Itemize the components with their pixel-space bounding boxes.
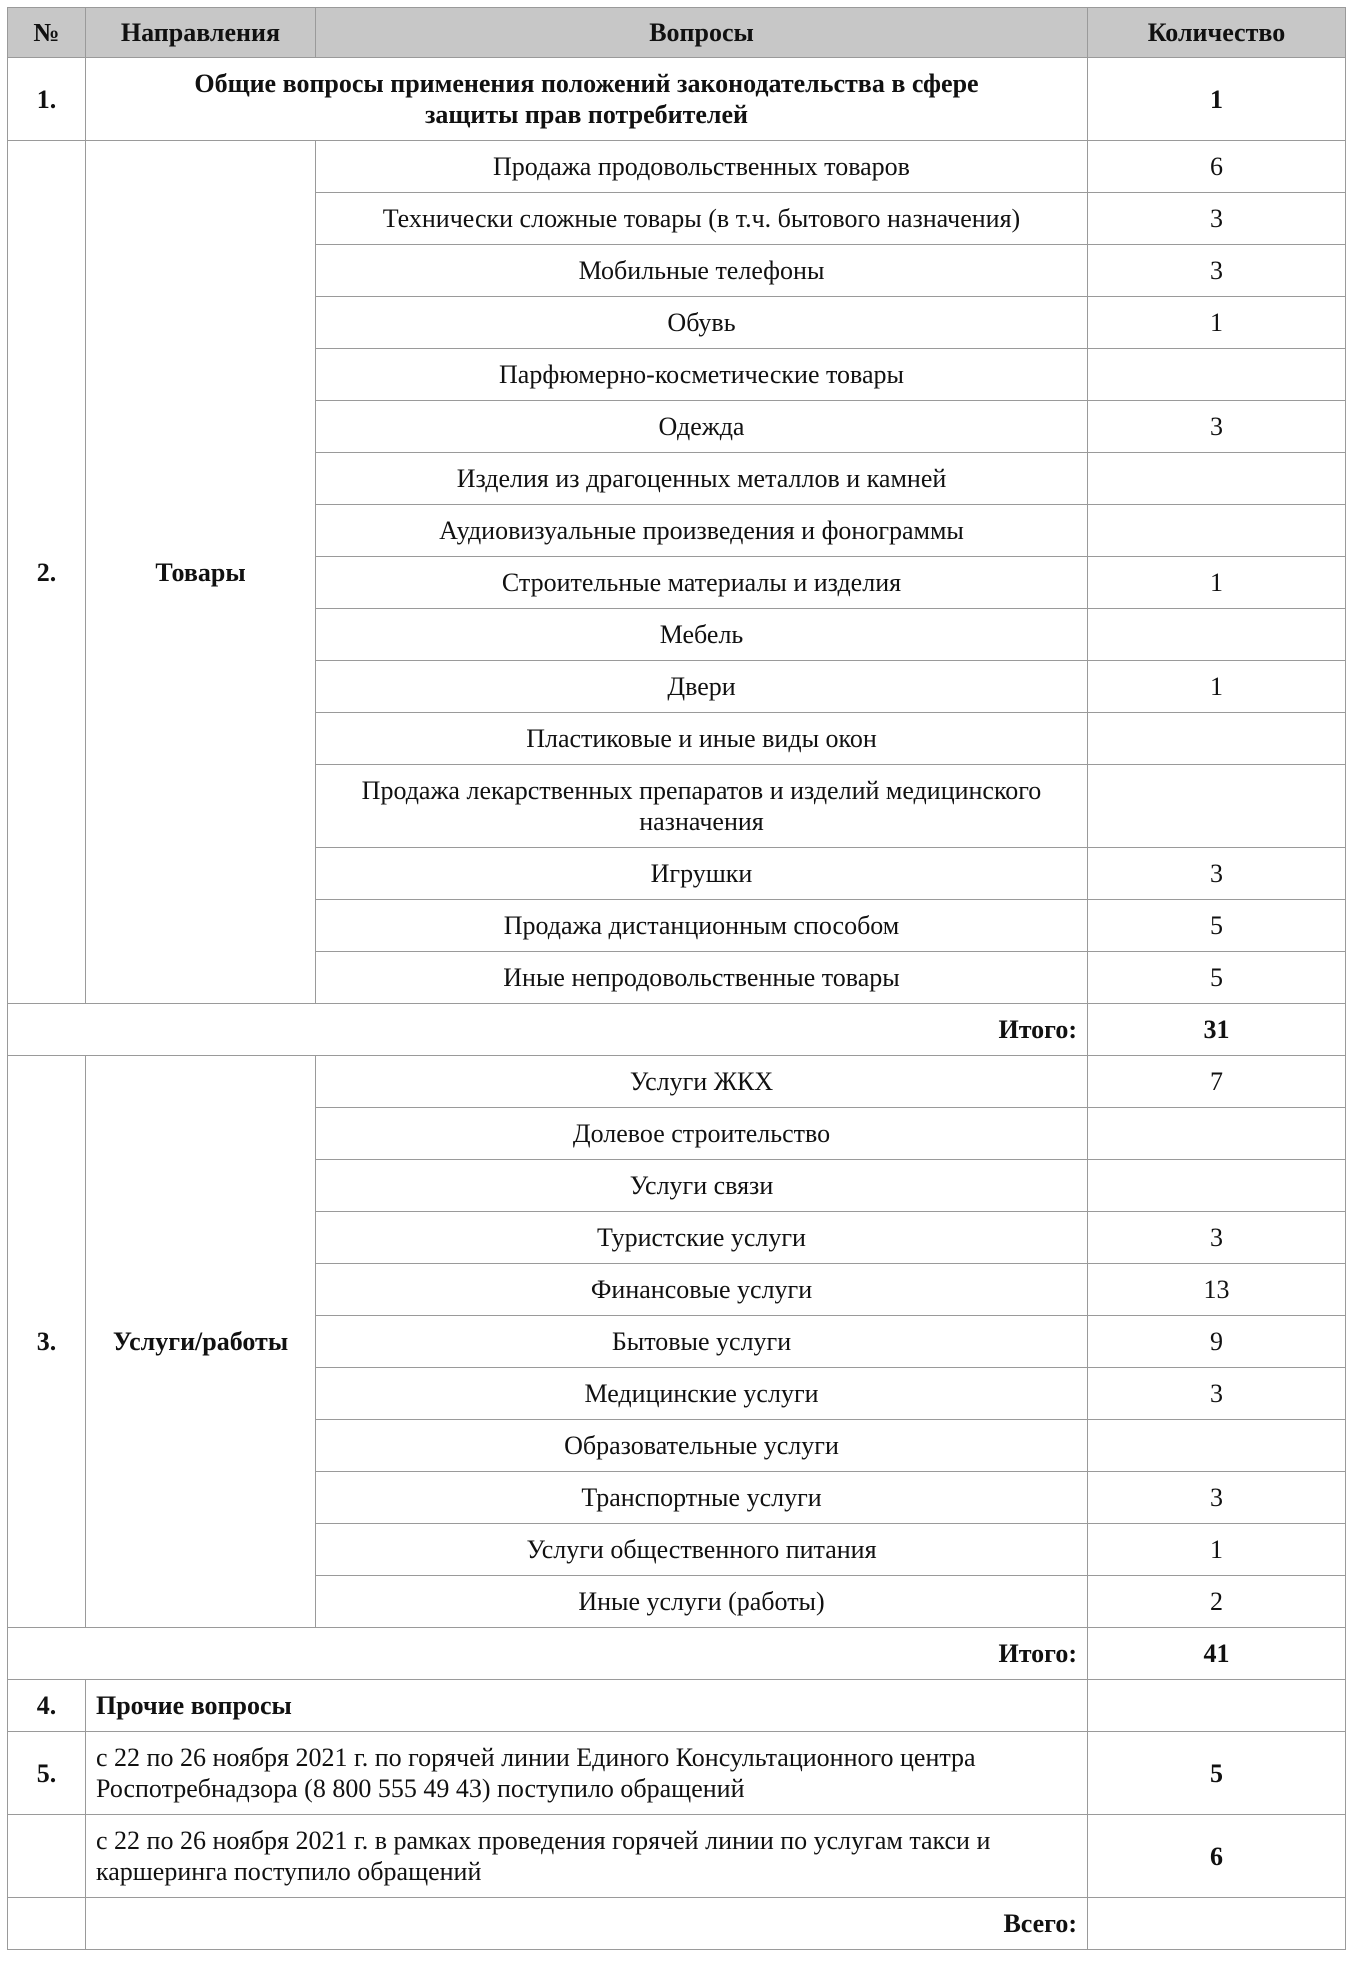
count-cell: 1 (1088, 1524, 1346, 1576)
question-cell: Иные услуги (работы) (316, 1576, 1088, 1628)
header-direction: Направления (86, 8, 316, 58)
question-cell: Двери (316, 661, 1088, 713)
section-2-total-value: 31 (1088, 1004, 1346, 1056)
section-4-title: Прочие вопросы (86, 1680, 1088, 1732)
grand-total-label: Всего: (86, 1898, 1088, 1950)
question-cell: Парфюмерно-косметические товары (316, 349, 1088, 401)
question-cell: Услуги ЖКХ (316, 1056, 1088, 1108)
count-cell: 2 (1088, 1576, 1346, 1628)
section3-num: 3. (8, 1056, 86, 1628)
question-cell: Долевое строительство (316, 1108, 1088, 1160)
question-cell: Услуги связи (316, 1160, 1088, 1212)
count-cell: 3 (1088, 1368, 1346, 1420)
table-header-row (8, 8, 1346, 58)
question-cell: Игрушки (316, 848, 1088, 900)
question-cell: Продажа продовольственных товаров (316, 141, 1088, 193)
grand-total-empty-cell (8, 1898, 86, 1950)
question-cell: Продажа дистанционным способом (316, 900, 1088, 952)
table-row (8, 141, 1346, 193)
section-1-count: 1 (1088, 58, 1346, 141)
question-cell: Технически сложные товары (в т.ч. бытового назначения) (316, 193, 1088, 245)
question-cell: Изделия из драгоценных металлов и камней (316, 453, 1088, 505)
question-cell: Финансовые услуги (316, 1264, 1088, 1316)
question-cell: Обувь (316, 297, 1088, 349)
count-cell (1088, 349, 1346, 401)
section-6-row (8, 1815, 1346, 1898)
count-cell (1088, 713, 1346, 765)
section-4-count (1088, 1680, 1346, 1732)
section-5-row (8, 1732, 1346, 1815)
header-questions: Вопросы (316, 8, 1088, 58)
question-cell: Одежда (316, 401, 1088, 453)
count-cell: 3 (1088, 401, 1346, 453)
question-cell: Услуги общественного питания (316, 1524, 1088, 1576)
count-cell: 7 (1088, 1056, 1346, 1108)
count-cell: 1 (1088, 557, 1346, 609)
section-3-total-value: 41 (1088, 1628, 1346, 1680)
question-cell: Туристские услуги (316, 1212, 1088, 1264)
question-cell: Аудиовизуальные произведения и фонограммы (316, 505, 1088, 557)
table-body (8, 58, 1346, 1950)
grand-total-value (1088, 1898, 1346, 1950)
question-cell: Продажа лекарственных препаратов и изделий медицинского назначения (316, 765, 1088, 848)
section-1-num: 1. (8, 58, 86, 141)
consumer-questions-table (7, 7, 1346, 1950)
section-3-total-label: Итого: (8, 1628, 1088, 1680)
section-4-row (8, 1680, 1346, 1732)
question-cell: Мобильные телефоны (316, 245, 1088, 297)
count-cell: 9 (1088, 1316, 1346, 1368)
count-cell: 5 (1088, 900, 1346, 952)
header-num: № (8, 8, 86, 58)
count-cell: 3 (1088, 1212, 1346, 1264)
section-1-title: Общие вопросы применения положений законодательства в сфере защиты прав потребителей (86, 58, 1088, 141)
section-5-num: 5. (8, 1732, 86, 1815)
table-row (8, 1056, 1346, 1108)
question-cell: Иные непродовольственные товары (316, 952, 1088, 1004)
count-cell (1088, 765, 1346, 848)
section-2-total-row (8, 1004, 1346, 1056)
section-6-count: 6 (1088, 1815, 1346, 1898)
section-5-count: 5 (1088, 1732, 1346, 1815)
question-cell: Пластиковые и иные виды окон (316, 713, 1088, 765)
count-cell (1088, 505, 1346, 557)
section-5-text: с 22 по 26 ноября 2021 г. по горячей линии Единого Консультационного центра Роспотребнадзора (8 800 555 49 43) поступило обращений (86, 1732, 1088, 1815)
count-cell: 6 (1088, 141, 1346, 193)
section-1-row (8, 58, 1346, 141)
count-cell: 1 (1088, 297, 1346, 349)
section-4-num: 4. (8, 1680, 86, 1732)
question-cell: Бытовые услуги (316, 1316, 1088, 1368)
section2-direction: Товары (86, 141, 316, 1004)
section2-num: 2. (8, 141, 86, 1004)
section-6-text: с 22 по 26 ноября 2021 г. в рамках проведения горячей линии по услугам такси и каршеринга поступило обращений (86, 1815, 1088, 1898)
count-cell (1088, 453, 1346, 505)
count-cell: 3 (1088, 848, 1346, 900)
section-6-num (8, 1815, 86, 1898)
count-cell: 3 (1088, 193, 1346, 245)
count-cell: 5 (1088, 952, 1346, 1004)
question-cell: Мебель (316, 609, 1088, 661)
grand-total-row (8, 1898, 1346, 1950)
header-count: Количество (1088, 8, 1346, 58)
count-cell: 13 (1088, 1264, 1346, 1316)
question-cell: Транспортные услуги (316, 1472, 1088, 1524)
question-cell: Образовательные услуги (316, 1420, 1088, 1472)
count-cell (1088, 1160, 1346, 1212)
section3-direction: Услуги/работы (86, 1056, 316, 1628)
count-cell (1088, 609, 1346, 661)
count-cell (1088, 1420, 1346, 1472)
section-3-total-row (8, 1628, 1346, 1680)
question-cell: Медицинские услуги (316, 1368, 1088, 1420)
count-cell: 3 (1088, 245, 1346, 297)
count-cell: 1 (1088, 661, 1346, 713)
count-cell: 3 (1088, 1472, 1346, 1524)
count-cell (1088, 1108, 1346, 1160)
section-2-total-label: Итого: (8, 1004, 1088, 1056)
question-cell: Строительные материалы и изделия (316, 557, 1088, 609)
